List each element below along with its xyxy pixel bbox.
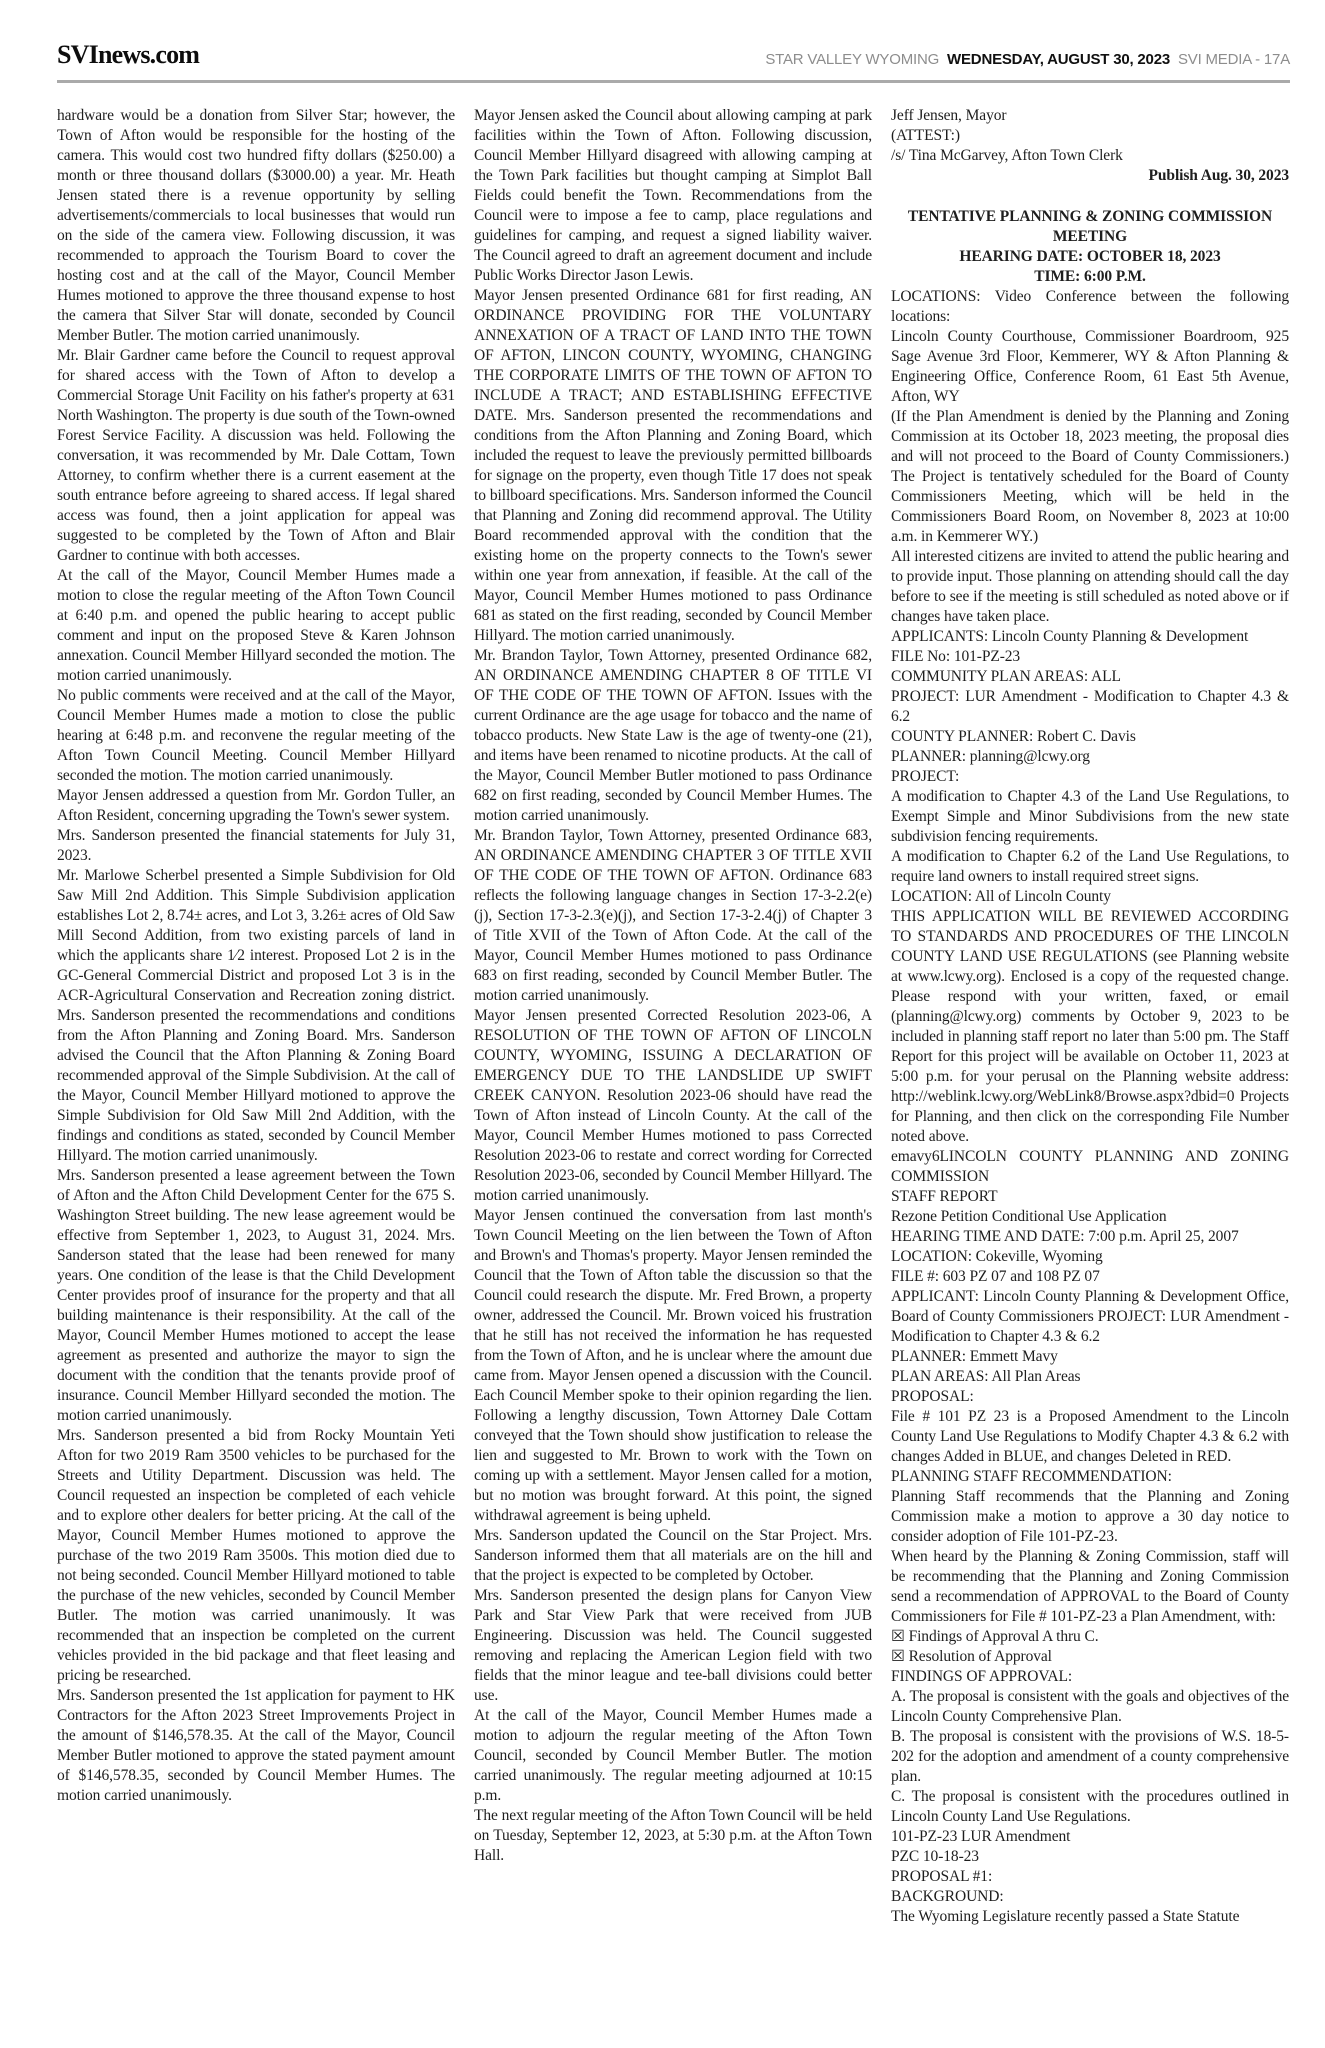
paragraph: Mayor Jensen addressed a question from Mr. Gordon Tuller, an Afton Resident, concerning upgrading the Town's sewer system. [57,787,455,824]
dateline-date: WEDNESDAY, AUGUST 30, 2023 [947,51,1170,68]
paragraph: Planning Staff recommends that the Planning and Zoning Commission make a motion to approve a 30 day notice to consider adoption of File 101-PZ-23. [891,1488,1289,1545]
paragraph: LOCATION: All of Lincoln County [891,888,1111,905]
paragraph: At the call of the Mayor, Council Member Humes made a motion to adjourn the regular meeting of the Afton Town Council, seconded by Council Member Butler. The motion carried unanimously. The regular meeting adjourned at 10:15 p.m. [474,1707,872,1804]
paragraph: TENTATIVE PLANNING & ZONING COMMISSION MEETING [907,208,1273,245]
header-rule [57,80,1290,83]
paragraph: No public comments were received and at the call of the Mayor, Council Member Humes made a motion to close the public hearing at 6:48 p.m. and reconvene the regular meeting of the Afton Town Council Meeting. Council Member Hillyard seconded the motion. The motion carried unanimously. [57,687,455,784]
paragraph: PLANNING STAFF RECOMMENDATION: [891,1468,1172,1485]
paragraph: Mayor Jensen presented Ordinance 681 for first reading, AN ORDINANCE PROVIDING FOR THE VOLUNTARY ANNEXATION OF A TRACT OF LAND INTO THE TOWN OF AFTON, LINCON COUNTY, WYOMING, CHANGING THE CORPORATE LIMITS OF THE TOWN OF AFTON TO INCLUDE A TRACT; AND ESTABLISHING EFFECTIVE DATE. Mrs. Sanderson presented the recommendations and conditions from the Afton Planning and Zoning Board, which included the request to leave the previously permitted billboards for signage on the property, even though Title 17 does not speak to billboard specifications. Mrs. Sanderson informed the Council that Planning and Zoning did recommend approval. The Utility Board recommended approval with the condition that the existing home on the property connects to the Town's sewer within one year from annexation, if feasible. At the call of the Mayor, Council Member Humes motioned to pass Ordinance 681 as stated on the first reading, seconded by Council Member Hillyard. The motion carried unanimously. [474,287,872,644]
paragraph: Mr. Brandon Taylor, Town Attorney, presented Ordinance 683, AN ORDINANCE AMENDING CHAPTER 3 OF TITLE XVII OF THE CODE OF THE TOWN OF AFTON. Ordinance 683 reflects the following language changes in Section 17-3-2.2(e)(j), Section 17-3-2.3(e)(j), and Section 17-3-2.4(j) of Chapter 3 of Title XVII of the Town of Afton Code. At the call of the Mayor, Council Member Humes motioned to pass Ordinance 683 on first reading, seconded by Council Member Butler. The motion carried unanimously. [474,827,872,1004]
paragraph: Mayor Jensen continued the conversation from last month's Town Council Meeting on the lien between the Town of Afton and Brown's and Thomas's property. Mayor Jensen reminded the Council that the Town of Afton table the discussion so that the Council could research the dispute. Mr. Fred Brown, a property owner, addressed the Council. Mr. Brown voiced his frustration that he still has not received the information he has requested from the Town of Afton, and he is unclear where the amount due came from. Mayor Jensen opened a discussion with the Council. Each Council Member spoke to their opinion regarding the lien. Following a lengthy discussion, Town Attorney Dale Cottam conveyed that the Town should show justification to release the lien and suggested to Mr. Brown to work with the Town on coming up with a settlement. Mayor Jensen called for a motion, but no motion was brought forward. At this point, the signed withdrawal agreement is being upheld. [474,1207,872,1524]
paragraph: Rezone Petition Conditional Use Application [891,1208,1167,1225]
paragraph: Mayor Jensen asked the Council about allowing camping at park facilities within the Town of Afton. Following discussion, Council Member Hillyard disagreed with allowing camping at the Town Park facilities but thought camping at Simplot Ball Fields could benefit the Town. Recommendations from the Council were to impose a fee to camp, place regulations and guidelines for camping, and request a signed liability waiver. The Council agreed to draft an agreement document and include Public Works Director Jason Lewis. [474,107,872,284]
paragraph: COMMUNITY PLAN AREAS: ALL [891,668,1121,685]
paragraph: Mrs. Sanderson presented the financial statements for July 31, 2023. [57,827,455,864]
paragraph: HEARING TIME AND DATE: 7:00 p.m. April 25, 2007 [891,1228,1239,1245]
dateline-media: SVI MEDIA - 17A [1177,51,1290,68]
paragraph: APPLICANT: Lincoln County Planning & Development Office, Board of County Commissioners PROJECT: LUR Amendment - Modification to Chapter 4.3 & 6.2 [891,1288,1289,1345]
paragraph: PLAN AREAS: All Plan Areas [891,1368,1081,1385]
paragraph: The Wyoming Legislature recently passed a State Statute [891,1908,1240,1925]
paragraph: All interested citizens are invited to attend the public hearing and to provide input. Those planning on attending should call the day before to see if the meeting is still scheduled as noted above or if changes have taken place. [891,548,1289,625]
paragraph: Mrs. Sanderson updated the Council on the Star Project. Mrs. Sanderson informed them that all materials are on the hill and that the project is expected to be completed by October. [474,1527,872,1584]
paragraph: PROPOSAL #1: [891,1868,993,1885]
paragraph: The next regular meeting of the Afton Town Council will be held on Tuesday, September 12, 2023, at 5:30 p.m. at the Afton Town Hall. [474,1807,872,1864]
paragraph: FILE #: 603 PZ 07 and 108 PZ 07 [891,1268,1100,1285]
paragraph: PLANNER: planning@lcwy.org [891,748,1090,765]
paragraph: File # 101 PZ 23 is a Proposed Amendment to the Lincoln County Land Use Regulations to Modify Chapter 4.3 & 6.2 with changes Added in BLUE, and changes Deleted in RED. [891,1408,1289,1465]
paragraph: HEARING DATE: OCTOBER 18, 2023 [959,248,1221,265]
paragraph: emavy6LINCOLN COUNTY PLANNING AND ZONING COMMISSION [891,1148,1289,1185]
masthead-logo: SVInews.com [57,40,200,69]
paragraph: /s/ Tina McGarvey, Afton Town Clerk [891,147,1123,164]
paragraph: PZC 10-18-23 [891,1848,979,1865]
paragraph: FILE No: 101-PZ-23 [891,648,1021,665]
paragraph: Mrs. Sanderson presented the design plans for Canyon View Park and Star View Park that were received from JUB Engineering. Discussion was held. The Council suggested removing and replacing the American Legion field with two fields that the minor league and tee-ball divisions could better use. [474,1587,872,1704]
paragraph: Mrs. Sanderson presented the 1st application for payment to HK Contractors for the Afton 2023 Street Improvements Project in the amount of $146,578.35. At the call of the Mayor, Council Member Butler motioned to approve the stated payment amount of $146,578.35, seconded by Council Member Humes. The motion carried unanimously. [57,1687,455,1804]
paragraph: A modification to Chapter 4.3 of the Land Use Regulations, to Exempt Simple and Minor Subdivisions from the new state subdivision fencing requirements. [891,788,1289,845]
dateline-region: STAR VALLEY WYOMING [765,51,940,68]
paragraph: THIS APPLICATION WILL BE REVIEWED ACCORDING TO STANDARDS AND PROCEDURES OF THE LINCOLN COUNTY LAND USE REGULATIONS (see Planning website at www.lcwy.org). Enclosed is a copy of the requested change. Please respond with your written, faxed, or email (planning@lcwy.org) comments by October 9, 2023 to be included in planning staff report no later than 5:00 pm. The Staff Report for this project will be available on October 11, 2023 at 5:00 p.m. for your perusal on the Planning website address: http://weblink.lcwy.org/WebLink8/Browse.aspx?dbid=0 Projects for Planning, and then click on the corresponding File Number noted above. [891,908,1289,1145]
paragraph: (ATTEST:) [891,127,960,144]
column-3 [891,106,1289,2031]
paragraph: Lincoln County Courthouse, Commissioner Boardroom, 925 Sage Avenue 3rd Floor, Kemmerer, WY & Afton Planning & Engineering Office, Conference Room, 61 East 5th Avenue, Afton, WY [891,328,1289,405]
paragraph: PROPOSAL: [891,1388,974,1405]
paragraph: Mrs. Sanderson presented a bid from Rocky Mountain Yeti Afton for two 2019 Ram 3500 vehicles to be purchased for the Streets and Utility Department. Discussion was held. The Council requested an inspection be completed of each vehicle and to explore other dealers for better pricing. At the call of the Mayor, Council Member Humes motioned to approve the purchase of the two 2019 Ram 3500s. This motion died due to not being seconded. Council Member Hillyard motioned to table the purchase of the new vehicles, seconded by Council Member Butler. The motion was carried unanimously. It was recommended that an inspection be completed on the current vehicles provided in the bid package and that fleet leasing and pricing be researched. [57,1427,455,1684]
paragraph: STAFF REPORT [891,1188,998,1205]
paragraph: 101-PZ-23 LUR Amendment [891,1828,1071,1845]
column-2 [474,106,872,2031]
paragraph: hardware would be a donation from Silver Star; however, the Town of Afton would be responsible for the hosting of the camera. This would cost two hundred fifty dollars ($250.00) a month or three thousand dollars ($3000.00) a year. Mr. Heath Jensen stated there is a revenue opportunity by selling advertisements/commercials to local businesses that would run on the side of the camera view. Following discussion, it was recommended to approach the Tourism Board to cover the hosting cost and at the call of the Mayor, Council Member Humes motioned to approve the three thousand expense to host the camera that Silver Star will donate, seconded by Council Member Butler. The motion carried unanimously. [57,107,455,344]
paragraph: Mr. Marlowe Scherbel presented a Simple Subdivision for Old Saw Mill 2nd Addition. This Simple Subdivision application establishes Lot 2, 8.74± acres, and Lot 3, 3.26± acres of Old Saw Mill Second Addition, from two existing parcels of land in which the applicants share 1⁄2 interest. Proposed Lot 2 is in the GC-General Commercial District and proposed Lot 3 is in the ACR-Agricultural Conservation and Recreation zoning district. Mrs. Sanderson presented the recommendations and conditions from the Afton Planning and Zoning Board. Mrs. Sanderson advised the Council that the Afton Planning & Zoning Board recommended approval of the Simple Subdivision. At the call of the Mayor, Council Member Hillyard motioned to approve the Simple Subdivision for Old Saw Mill 2nd Addition, with the findings and conditions as stated, seconded by Council Member Hillyard. The motion carried unanimously. [57,867,455,1164]
paragraph: When heard by the Planning & Zoning Commission, staff will be recommending that the Planning and Zoning Commission send a recommendation of APPROVAL to the Board of County Commissioners for File # 101-PZ-23 a Plan Amendment, with: [891,1548,1289,1625]
paragraph: COUNTY PLANNER: Robert C. Davis [891,728,1136,745]
paragraph: ☒ Resolution of Approval [891,1648,1052,1665]
paragraph: C. The proposal is consistent with the procedures outlined in Lincoln County Land Use Regulations. [891,1788,1289,1825]
paragraph: A modification to Chapter 6.2 of the Land Use Regulations, to require land owners to install required street signs. [891,848,1289,885]
dateline [761,51,1290,68]
paragraph: Mr. Brandon Taylor, Town Attorney, presented Ordinance 682, AN ORDINANCE AMENDING CHAPTER 8 OF TITLE VI OF THE CODE OF THE TOWN OF AFTON. Issues with the current Ordinance are the age usage for tobacco and the name of tobacco products. New State Law is the age of twenty-one (21), and items have been renamed to nicotine products. At the call of the Mayor, Council Member Butler motioned to pass Ordinance 682 on first reading, seconded by Council Member Humes. The motion carried unanimously. [474,647,872,824]
paragraph: At the call of the Mayor, Council Member Humes made a motion to close the regular meeting of the Afton Town Council at 6:40 p.m. and opened the public hearing to accept public comment and input on the proposed Steve & Karen Johnson annexation. Council Member Hillyard seconded the motion. The motion carried unanimously. [57,567,455,684]
paragraph: TIME: 6:00 P.M. [1034,268,1146,285]
paragraph: FINDINGS OF APPROVAL: [891,1668,1073,1685]
paragraph: (If the Plan Amendment is denied by the Planning and Zoning Commission at its October 18, 2023 meeting, the proposal dies and will not proceed to the Board of County Commissioners.) The Project is tentatively scheduled for the Board of County Commissioners Meeting, which will be held in the Commissioners Board Room, on November 8, 2023 at 10:00 a.m. in Kemmerer WY.) [891,408,1289,545]
paragraph: Mrs. Sanderson presented a lease agreement between the Town of Afton and the Afton Child Development Center for the 675 S. Washington Street building. The new lease agreement would be effective from September 1, 2023, to August 31, 2024. Mrs. Sanderson stated that the lease had been renewed for many years. One condition of the lease is that the Child Development Center provides proof of insurance for the property and that all building maintenance is their responsibility. At the call of the Mayor, Council Member Humes motioned to accept the lease agreement as presented and authorize the mayor to sign the document with the condition that the tenants provide proof of insurance. Council Member Hillyard seconded the motion. The motion carried unanimously. [57,1167,455,1424]
paragraph: LOCATIONS: Video Conference between the following locations: [891,288,1289,325]
paragraph: LOCATION: Cokeville, Wyoming [891,1248,1103,1265]
paragraph: Jeff Jensen, Mayor [891,107,1007,124]
paragraph: PROJECT: LUR Amendment - Modification to Chapter 4.3 & 6.2 [891,688,1289,725]
article-body [57,106,1290,2031]
paragraph: Publish Aug. 30, 2023 [1148,167,1289,184]
paragraph: Mr. Blair Gardner came before the Council to request approval for shared access with the Town of Afton to develop a Commercial Storage Unit Facility on his father's property at 631 North Washington. The property is due south of the Town-owned Forest Service Facility. A discussion was held. Following the conversation, it was recommended by Mr. Dale Cottam, Town Attorney, to confirm whether there is a current easement at the south entrance before agreeing to shared access. If legal shared access was found, then a joint application for appeal was suggested to be completed by the Town of Afton and Blair Gardner to continue with both accesses. [57,347,455,564]
paragraph: APPLICANTS: Lincoln County Planning & Development [891,628,1249,645]
paragraph: BACKGROUND: [891,1888,1004,1905]
paragraph: PROJECT: [891,768,960,785]
column-1 [57,106,455,2031]
paragraph: PLANNER: Emmett Mavy [891,1348,1058,1365]
paragraph: B. The proposal is consistent with the provisions of W.S. 18-5-202 for the adoption and amendment of a county comprehensive plan. [891,1728,1289,1785]
paragraph: Mayor Jensen presented Corrected Resolution 2023-06, A RESOLUTION OF THE TOWN OF AFTON OF LINCOLN COUNTY, WYOMING, ISSUING A DECLARATION OF EMERGENCY DUE TO THE LANDSLIDE UP SWIFT CREEK CANYON. Resolution 2023-06 should have read the Town of Afton instead of Lincoln County. At the call of the Mayor, Council Member Humes motioned to pass Corrected Resolution 2023-06 to restate and correct wording for Corrected Resolution 2023-06, seconded by Council Member Hillyard. The motion carried unanimously. [474,1007,872,1204]
paragraph: ☒ Findings of Approval A thru C. [891,1628,1099,1645]
paragraph: A. The proposal is consistent with the goals and objectives of the Lincoln County Comprehensive Plan. [891,1688,1289,1725]
